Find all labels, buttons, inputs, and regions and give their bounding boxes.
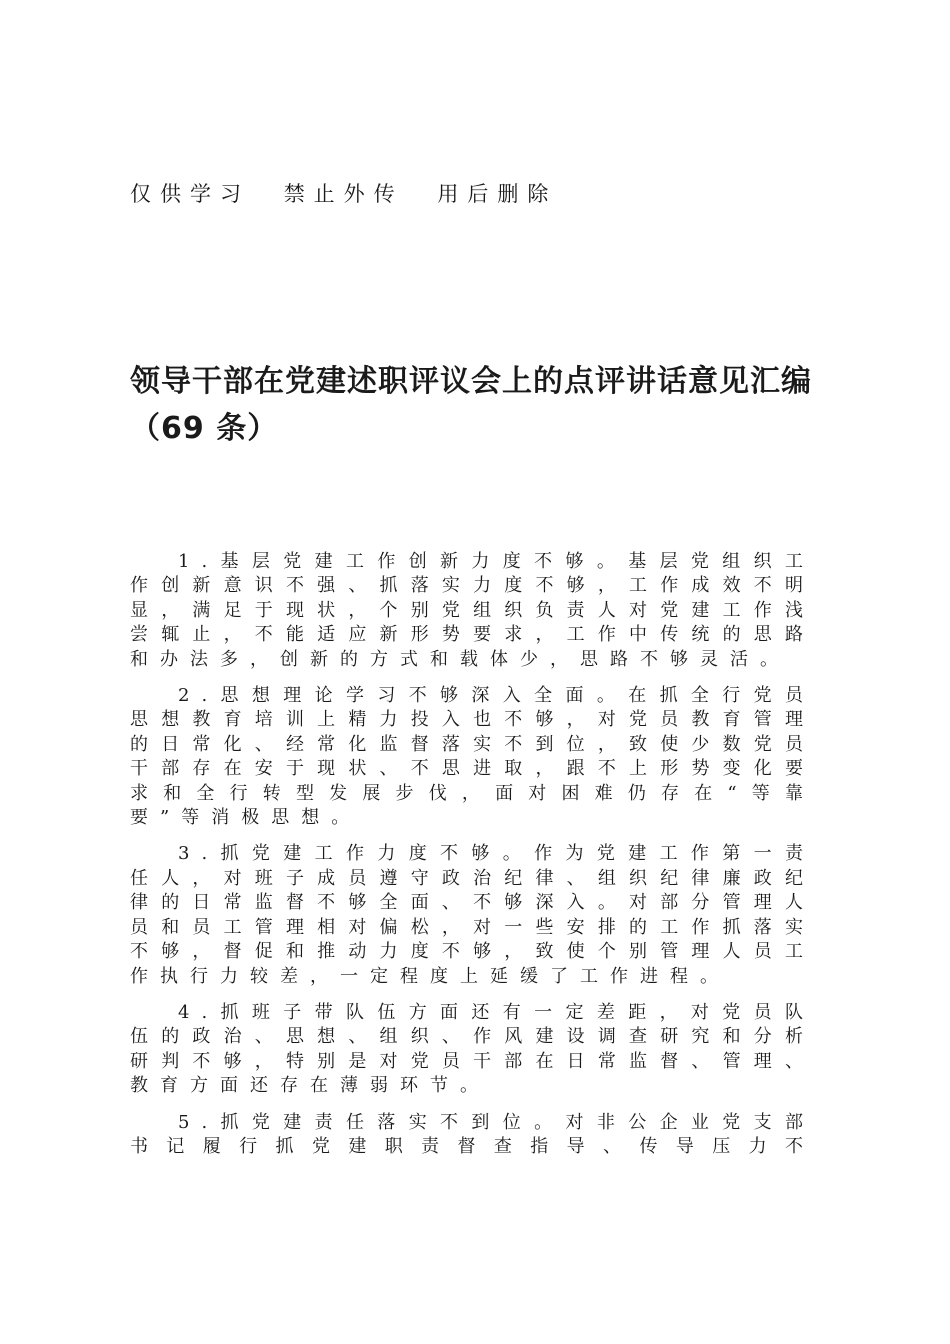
notice-delete-after-use: 用后删除 (437, 182, 558, 206)
paragraph-5: 5.抓党建责任落实不到位。对非公企业党支部书记履行抓党建职责督查指导、传导压力不 (130, 1111, 815, 1157)
paragraph-4: 4.抓班子带队伍方面还有一定差距，对党员队伍的政治、思想、组织、作风建设调查研究和分析研判不够，特别是对党员干部在日常监督、管理、教育方面还存在薄弱环节。 (130, 1001, 815, 1097)
document-title: 领导干部在党建述职评议会上的点评讲话意见汇编（69 条） (130, 364, 812, 446)
document-body (130, 550, 815, 1171)
notice-study-only: 仅供学习 (130, 182, 250, 206)
paragraph-2: 2.思想理论学习不够深入全面。在抓全行党员思想教育培训上精力投入也不够，对党员教育管理的日常化、经常化监督落实不到位，致使少数党员干部存在安于现状、不思进取，跟不上形势变化要求和全行转型发展步伐，面对困难仍存在“等靠要”等消极思想。 (130, 685, 815, 829)
notice-no-distribution: 禁止外传 (283, 182, 404, 206)
paragraph-3: 3.抓党建工作力度不够。作为党建工作第一责任人，对班子成员遵守政治纪律、组织纪律廉政纪律的日常监督不够全面、不够深入。对部分管理人员和员工管理相对偏松，对一些安排的工作抓落实不够，督促和推动力度不够，致使个别管理人员工作执行力较差，一定程度上延缓了工作进程。 (130, 843, 815, 987)
confidentiality-notice (130, 178, 557, 208)
paragraph-1: 1.基层党建工作创新力度不够。基层党组织工作创新意识不强、抓落实力度不够，工作成效不明显，满足于现状，个别党组织负责人对党建工作浅尝辄止，不能适应新形势要求，工作中传统的思路和办法多，创新的方式和载体少，思路不够灵活。 (130, 551, 815, 670)
